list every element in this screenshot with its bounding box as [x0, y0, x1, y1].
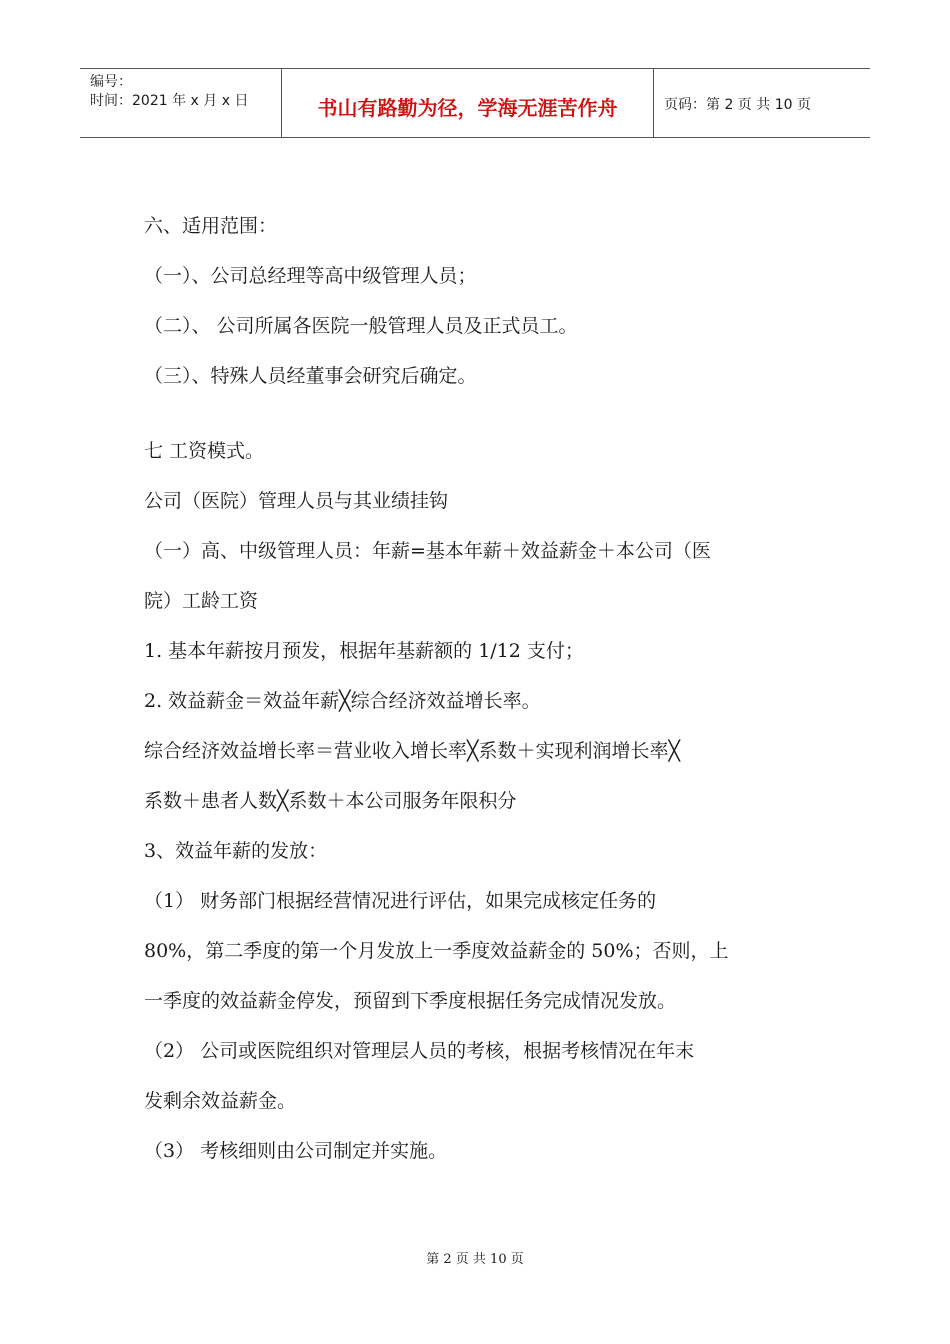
- list-item: （一）、公司总经理等高中级管理人员；: [144, 265, 477, 287]
- header-meta: [80, 69, 282, 137]
- header-page-info: 页码：第 2 页 共 10 页: [664, 97, 811, 113]
- paragraph-line: （3） 考核细则由公司制定并实施。: [144, 1140, 448, 1162]
- paragraph-line: 80%，第二季度的第一个月发放上一季度效益薪金的 50%；否则，上: [144, 940, 729, 962]
- section-title: 六、适用范围：: [144, 215, 278, 237]
- paragraph-line: 综合经济效益增长率＝营业收入增长率╳系数＋实现利润增长率╳: [144, 740, 680, 762]
- paragraph-line: 一季度的效益薪金停发，预留到下季度根据任务完成情况发放。: [144, 990, 677, 1012]
- paragraph-line: 系数＋患者人数╳系数＋本公司服务年限积分: [144, 790, 517, 812]
- header-motto: 书山有路勤为径，学海无涯苦作舟: [282, 69, 654, 137]
- document-body: [144, 214, 814, 1189]
- paragraph-line: （1） 财务部门根据经营情况进行评估，如果完成核定任务的: [144, 890, 657, 912]
- paragraph-line: 公司（医院）管理人员与其业绩挂钩: [144, 490, 449, 512]
- paragraph-line: （2） 公司或医院组织对管理层人员的考核，根据考核情况在年末: [144, 1040, 695, 1062]
- paragraph-line: 发剩余效益薪金。: [144, 1090, 297, 1112]
- section-title: 七 工资模式。: [144, 440, 265, 462]
- serial-label: 编号：: [90, 74, 132, 90]
- list-item: （三）、特殊人员经董事会研究后确定。: [144, 365, 477, 387]
- list-item: （二）、 公司所属各医院一般管理人员及正式员工。: [144, 315, 578, 337]
- paragraph-line: 院）工龄工资: [144, 590, 259, 612]
- paragraph-line: 3、效益年薪的发放：: [144, 840, 328, 862]
- paragraph-line: （一）高、中级管理人员：年薪=基本年薪＋效益薪金＋本公司（医: [144, 540, 711, 562]
- date-label: 时间：2021 年 x 月 x 日: [90, 93, 249, 109]
- page-header: [80, 68, 870, 138]
- paragraph-line: 1. 基本年薪按月预发，根据年基薪额的 1/12 支付；: [144, 640, 584, 662]
- paragraph-line: 2. 效益薪金＝效益年薪╳综合经济效益增长率。: [144, 690, 541, 712]
- page-footer: 第 2 页 共 10 页: [426, 1252, 524, 1267]
